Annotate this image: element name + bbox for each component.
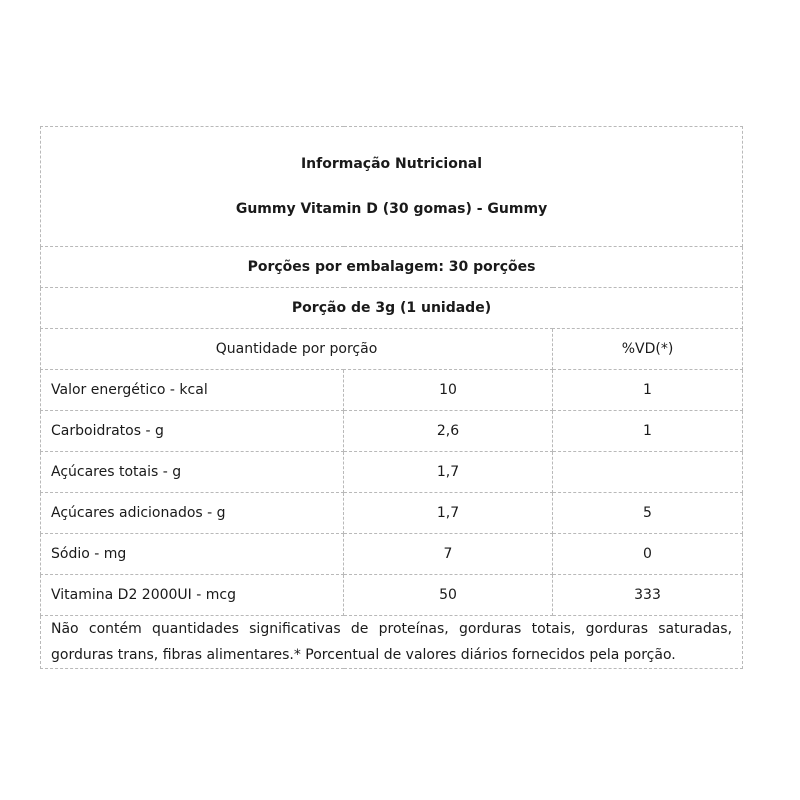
nutrition-facts-table — [40, 126, 743, 669]
nutrient-name: Carboidratos - g — [41, 411, 344, 452]
nutrient-vd: 1 — [553, 370, 743, 411]
table-row — [41, 452, 743, 493]
nutrient-quantity: 1,7 — [344, 493, 553, 534]
column-header-row — [41, 329, 743, 370]
nutrient-quantity: 7 — [344, 534, 553, 575]
table-row — [41, 534, 743, 575]
header-row — [41, 127, 743, 247]
table-row — [41, 370, 743, 411]
serving-size: Porção de 3g (1 unidade) — [41, 288, 743, 329]
nutrient-vd: 1 — [553, 411, 743, 452]
nutrient-vd: 0 — [553, 534, 743, 575]
nutrient-name: Valor energético - kcal — [41, 370, 344, 411]
nutrient-vd: 333 — [553, 575, 743, 616]
table-title: Informação Nutricional — [300, 156, 483, 172]
servings-per-package: Porções por embalagem: 30 porções — [41, 247, 743, 288]
nutrient-name: Sódio - mg — [41, 534, 344, 575]
nutrient-quantity: 10 — [344, 370, 553, 411]
nutrient-quantity: 1,7 — [344, 452, 553, 493]
servings-per-package-row — [41, 247, 743, 288]
footnote: Não contém quantidades significativas de proteínas, gorduras totais, gorduras saturadas, gorduras trans, fibras alimentares.* Porcentual de valores diários fornecidos pela porção. — [41, 616, 743, 669]
nutrient-quantity: 50 — [344, 575, 553, 616]
nutrient-name: Açúcares totais - g — [41, 452, 344, 493]
column-header-vd: %VD(*) — [553, 329, 743, 370]
nutrient-quantity: 2,6 — [344, 411, 553, 452]
table-row — [41, 493, 743, 534]
nutrient-name: Vitamina D2 2000UI - mcg — [41, 575, 344, 616]
footnote-row — [41, 616, 743, 669]
table-row — [41, 411, 743, 452]
table-row — [41, 575, 743, 616]
serving-size-row — [41, 288, 743, 329]
nutrient-name: Açúcares adicionados - g — [41, 493, 344, 534]
nutrient-vd: 5 — [553, 493, 743, 534]
header-cell — [41, 127, 743, 247]
nutrient-vd — [553, 452, 743, 493]
product-name: Gummy Vitamin D (30 gomas) - Gummy — [235, 201, 548, 217]
column-header-quantity: Quantidade por porção — [41, 329, 553, 370]
